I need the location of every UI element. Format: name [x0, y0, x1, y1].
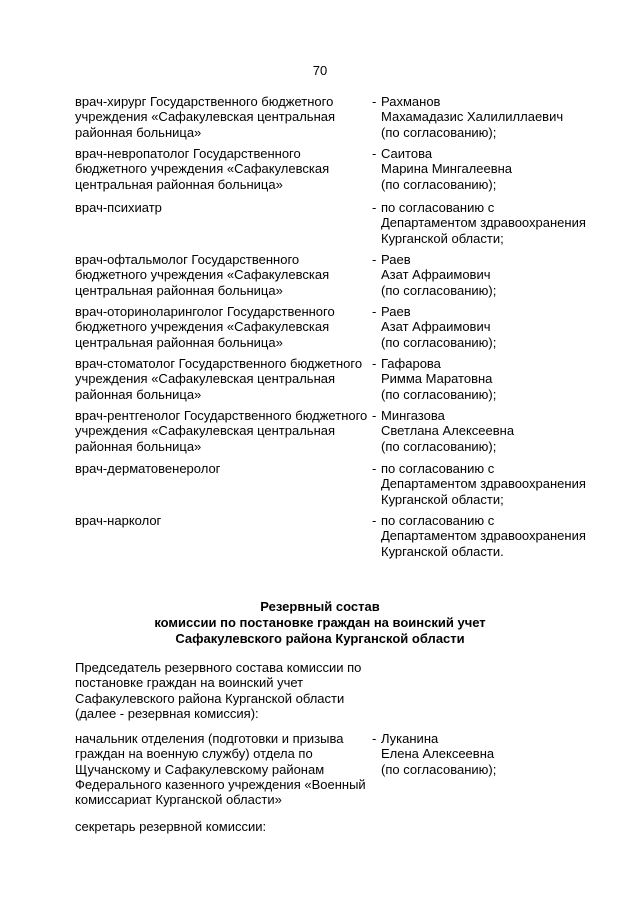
member-role: врач-хирург Государственного бюджетного учреждения «Сафакулевская центральная районная больница» — [75, 94, 336, 140]
member-role: врач-дерматовенеролог — [75, 461, 221, 476]
reserve-commission-section — [75, 660, 595, 834]
dash: - — [372, 461, 377, 476]
reserve-secretary-text: секретарь резервной комиссии: — [75, 819, 267, 835]
member-role: врач-офтальмолог Государственного бюджетного учреждения «Сафакулевская центральная районная больница» — [75, 252, 330, 298]
member-entry — [75, 356, 595, 408]
dash: - — [372, 304, 377, 319]
member-role: врач-оториноларинголог Государственного бюджетного учреждения «Сафакулевская центральная районная больница» — [75, 304, 335, 350]
member-name: Рахманов Махамадазис Халилиллаевич (по согласованию); — [381, 94, 564, 140]
member-entry — [75, 252, 595, 304]
member-entry — [75, 146, 595, 200]
commission-members-list — [75, 94, 595, 565]
member-name: по согласованию с Департаментом здравоохранения Курганской области; — [381, 200, 586, 246]
reserve-chair-text: Председатель резервного состава комиссии по постановке граждан на воинский учет Сафакулевского района Курганской области (далее - резервная комиссия): — [75, 660, 362, 721]
reserve-composition-heading: Резервный состав комиссии по постановке граждан на воинский учет Сафакулевского района Курганской области — [154, 599, 486, 646]
member-entry — [75, 731, 595, 819]
member-entry — [75, 408, 595, 461]
member-role: врач-невропатолог Государственного бюджетного учреждения «Сафакулевская центральная районная больница» — [75, 146, 330, 192]
member-entry — [75, 461, 595, 513]
member-role: врач-стоматолог Государственного бюджетного учреждения «Сафакулевская центральная районная больница» — [75, 356, 363, 402]
member-entry — [75, 513, 595, 565]
member-entry — [75, 200, 595, 252]
member-role: врач-нарколог — [75, 513, 162, 528]
dash: - — [372, 513, 377, 528]
page-number: 70 — [312, 63, 328, 78]
member-name: Мингазова Светлана Алексеевна (по согласованию); — [381, 408, 515, 454]
member-name: по согласованию с Департаментом здравоохранения Курганской области. — [381, 513, 586, 559]
dash: - — [372, 146, 377, 161]
member-name: Луканина Елена Алексеевна (по согласованию); — [381, 731, 497, 777]
member-name: Раев Азат Афраимович (по согласованию); — [381, 304, 497, 350]
member-entry — [75, 304, 595, 356]
member-role: врач-психиатр — [75, 200, 162, 215]
dash: - — [372, 356, 377, 371]
member-role: врач-рентгенолог Государственного бюджетного учреждения «Сафакулевская центральная районная больница» — [75, 408, 368, 454]
dash: - — [372, 731, 377, 747]
member-name: Саитова Марина Мингалеевна (по согласованию); — [381, 146, 513, 192]
dash: - — [372, 252, 377, 267]
member-name: Раев Азат Афраимович (по согласованию); — [381, 252, 497, 298]
member-role: начальник отделения (подготовки и призыва граждан на военную службу) отдела по Щучанскому и Сафакулевскому районам Федерального казенного учреждения «Военный комиссариат Курганской области» — [75, 731, 366, 808]
member-entry — [75, 94, 595, 146]
member-name: Гафарова Римма Маратовна (по согласованию); — [381, 356, 497, 402]
dash: - — [372, 94, 377, 109]
dash: - — [372, 408, 377, 423]
dash: - — [372, 200, 377, 215]
member-name: по согласованию с Департаментом здравоохранения Курганской области; — [381, 461, 586, 507]
